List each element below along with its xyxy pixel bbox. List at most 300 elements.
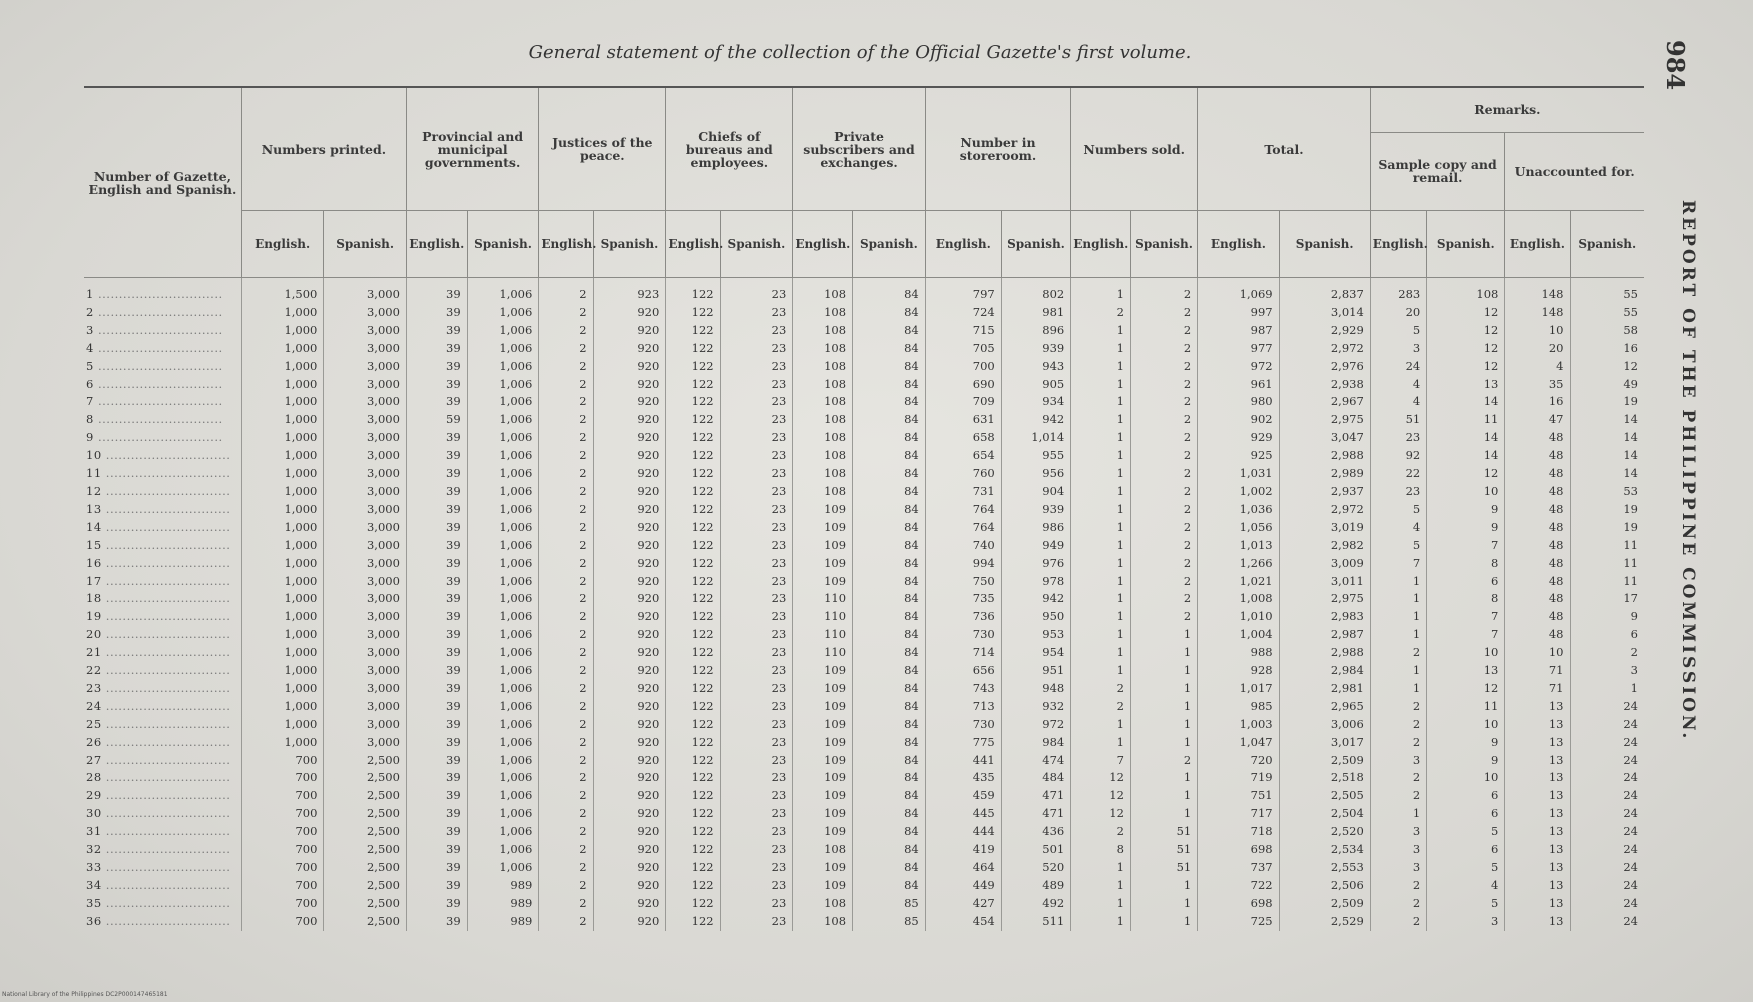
table-cell: 109 xyxy=(793,519,853,537)
table-cell: 1,000 xyxy=(241,411,324,429)
table-cell: 1,006 xyxy=(467,823,539,841)
table-cell: 7 xyxy=(1071,752,1131,770)
table-cell: 2 xyxy=(1130,465,1197,483)
table-cell: 736 xyxy=(925,608,1001,626)
table-cell: 3 xyxy=(1370,340,1426,358)
table-cell: 13 xyxy=(1505,913,1570,931)
table-cell: 920 xyxy=(593,895,666,913)
subheader-spanish: Spanish. xyxy=(1427,211,1505,278)
table-cell: 2 xyxy=(539,501,593,519)
table-cell: 48 xyxy=(1505,447,1570,465)
table-cell: 920 xyxy=(593,662,666,680)
table-cell: 2 xyxy=(539,340,593,358)
table-cell: 48 xyxy=(1505,483,1570,501)
table-cell: 2,975 xyxy=(1279,411,1370,429)
table-cell: 2,500 xyxy=(324,895,407,913)
table-cell: 20 xyxy=(1370,304,1426,322)
table-cell: 2,989 xyxy=(1279,465,1370,483)
table-cell: 2 xyxy=(539,805,593,823)
table-cell: 109 xyxy=(793,877,853,895)
table-cell: 84 xyxy=(853,590,926,608)
leader-dots: .............................. xyxy=(93,394,223,409)
table-cell: 1,006 xyxy=(467,411,539,429)
table-cell: 2,937 xyxy=(1279,483,1370,501)
table-cell: 1 xyxy=(1370,608,1426,626)
subheader-english: English. xyxy=(1071,211,1131,278)
table-cell: 24 xyxy=(1570,805,1644,823)
table-cell: 2 xyxy=(1130,752,1197,770)
table-cell: 122 xyxy=(666,698,720,716)
gazette-number-cell xyxy=(84,823,241,841)
table-cell: 24 xyxy=(1570,913,1644,931)
table-cell: 1 xyxy=(1130,805,1197,823)
gazette-number-cell xyxy=(84,411,241,429)
table-cell: 920 xyxy=(593,752,666,770)
table-cell: 109 xyxy=(793,823,853,841)
table-cell: 700 xyxy=(241,805,324,823)
gazette-number: 8 xyxy=(86,412,94,427)
table-cell: 19 xyxy=(1570,501,1644,519)
table-cell: 1,000 xyxy=(241,590,324,608)
table-cell: 454 xyxy=(925,913,1001,931)
table-cell: 48 xyxy=(1505,626,1570,644)
table-cell: 122 xyxy=(666,680,720,698)
gazette-number-cell xyxy=(84,805,241,823)
table-cell: 3,000 xyxy=(324,278,407,304)
table-cell: 122 xyxy=(666,716,720,734)
table-cell: 441 xyxy=(925,752,1001,770)
table-cell: 108 xyxy=(793,429,853,447)
table-cell: 2,534 xyxy=(1279,841,1370,859)
table-cell: 5 xyxy=(1427,895,1505,913)
table-cell: 1 xyxy=(1130,913,1197,931)
table-cell: 1,002 xyxy=(1198,483,1279,501)
table-cell: 108 xyxy=(793,913,853,931)
table-cell: 122 xyxy=(666,841,720,859)
leader-dots: .............................. xyxy=(101,609,231,624)
table-cell: 1,000 xyxy=(241,555,324,573)
gazette-number: 32 xyxy=(86,842,102,857)
table-cell: 2 xyxy=(539,411,593,429)
table-cell: 122 xyxy=(666,376,720,394)
table-cell: 1,006 xyxy=(467,519,539,537)
table-cell: 981 xyxy=(1001,304,1070,322)
table-cell: 2,553 xyxy=(1279,859,1370,877)
table-cell: 110 xyxy=(793,644,853,662)
table-cell: 1,036 xyxy=(1198,501,1279,519)
table-cell: 84 xyxy=(853,734,926,752)
table-row xyxy=(84,358,1644,376)
table-cell: 942 xyxy=(1001,590,1070,608)
table-cell: 1 xyxy=(1130,716,1197,734)
table-row xyxy=(84,752,1644,770)
table-cell: 13 xyxy=(1505,895,1570,913)
table-cell: 1 xyxy=(1071,913,1131,931)
table-cell: 2 xyxy=(539,680,593,698)
gazette-number-cell xyxy=(84,322,241,340)
table-cell: 12 xyxy=(1427,358,1505,376)
table-cell: 1 xyxy=(1130,787,1197,805)
subheader-english: English. xyxy=(793,211,853,278)
table-cell: 1,006 xyxy=(467,304,539,322)
table-cell: 904 xyxy=(1001,483,1070,501)
table-cell: 1 xyxy=(1130,626,1197,644)
table-cell: 84 xyxy=(853,787,926,805)
table-cell: 71 xyxy=(1505,662,1570,680)
table-cell: 84 xyxy=(853,447,926,465)
table-cell: 39 xyxy=(406,859,467,877)
table-cell: 1 xyxy=(1071,644,1131,662)
table-cell: 2 xyxy=(539,590,593,608)
table-cell: 2,500 xyxy=(324,877,407,895)
table-cell: 1,003 xyxy=(1198,716,1279,734)
table-cell: 3,000 xyxy=(324,537,407,555)
table-cell: 109 xyxy=(793,501,853,519)
table-cell: 71 xyxy=(1505,680,1570,698)
table-cell: 3,000 xyxy=(324,429,407,447)
gazette-number-cell xyxy=(84,895,241,913)
table-cell: 905 xyxy=(1001,376,1070,394)
subheader-english: English. xyxy=(539,211,593,278)
table-cell: 39 xyxy=(406,465,467,483)
table-row xyxy=(84,483,1644,501)
gazette-number-cell xyxy=(84,304,241,322)
subheader-spanish: Spanish. xyxy=(467,211,539,278)
table-row xyxy=(84,465,1644,483)
table-cell: 1 xyxy=(1130,644,1197,662)
table-cell: 2,500 xyxy=(324,805,407,823)
table-cell: 14 xyxy=(1427,447,1505,465)
table-cell: 84 xyxy=(853,304,926,322)
table-cell: 39 xyxy=(406,393,467,411)
gazette-number: 14 xyxy=(86,519,102,534)
table-cell: 109 xyxy=(793,537,853,555)
table-cell: 920 xyxy=(593,841,666,859)
table-cell: 1,006 xyxy=(467,608,539,626)
table-cell: 84 xyxy=(853,278,926,304)
table-cell: 19 xyxy=(1570,393,1644,411)
table-cell: 715 xyxy=(925,322,1001,340)
leader-dots: .............................. xyxy=(101,627,231,642)
table-cell: 3,000 xyxy=(324,411,407,429)
table-cell: 2,837 xyxy=(1279,278,1370,304)
table-cell: 1 xyxy=(1130,662,1197,680)
table-cell: 2 xyxy=(1130,573,1197,591)
table-cell: 1,000 xyxy=(241,465,324,483)
page-number: 984 xyxy=(1661,40,1690,91)
table-cell: 24 xyxy=(1570,734,1644,752)
leader-dots: .............................. xyxy=(93,340,223,355)
gazette-number: 4 xyxy=(86,340,94,355)
table-cell: 23 xyxy=(720,393,793,411)
table-cell: 84 xyxy=(853,465,926,483)
table-cell: 920 xyxy=(593,537,666,555)
table-cell: 985 xyxy=(1198,698,1279,716)
table-cell: 23 xyxy=(720,590,793,608)
table-cell: 2,929 xyxy=(1279,322,1370,340)
table-cell: 2,509 xyxy=(1279,752,1370,770)
table-cell: 110 xyxy=(793,608,853,626)
table-cell: 2 xyxy=(539,429,593,447)
table-cell: 12 xyxy=(1427,322,1505,340)
table-cell: 10 xyxy=(1505,322,1570,340)
table-cell: 920 xyxy=(593,680,666,698)
table-cell: 2 xyxy=(1130,447,1197,465)
header-sample-copy: Sample copy and remail. xyxy=(1370,132,1505,210)
table-cell: 1 xyxy=(1071,573,1131,591)
table-cell: 39 xyxy=(406,913,467,931)
table-cell: 39 xyxy=(406,304,467,322)
table-cell: 1,006 xyxy=(467,340,539,358)
subheader-spanish: Spanish. xyxy=(1130,211,1197,278)
table-cell: 1 xyxy=(1130,877,1197,895)
table-cell: 1,056 xyxy=(1198,519,1279,537)
table-cell: 489 xyxy=(1001,877,1070,895)
table-row xyxy=(84,393,1644,411)
table-cell: 464 xyxy=(925,859,1001,877)
table-cell: 3,000 xyxy=(324,716,407,734)
table-cell: 2 xyxy=(539,537,593,555)
table-cell: 511 xyxy=(1001,913,1070,931)
table-row xyxy=(84,447,1644,465)
table-cell: 23 xyxy=(720,501,793,519)
table-row xyxy=(84,698,1644,716)
table-cell: 1,006 xyxy=(467,662,539,680)
leader-dots: .............................. xyxy=(101,537,231,552)
gazette-number: 12 xyxy=(86,483,102,498)
table-cell: 51 xyxy=(1130,823,1197,841)
table-cell: 2 xyxy=(1130,590,1197,608)
table-cell: 14 xyxy=(1427,393,1505,411)
table-cell: 108 xyxy=(1427,278,1505,304)
table-cell: 9 xyxy=(1427,734,1505,752)
table-cell: 750 xyxy=(925,573,1001,591)
table-cell: 2,987 xyxy=(1279,626,1370,644)
table-cell: 23 xyxy=(720,913,793,931)
table-cell: 427 xyxy=(925,895,1001,913)
table-cell: 48 xyxy=(1505,590,1570,608)
table-cell: 1,000 xyxy=(241,376,324,394)
table-cell: 2 xyxy=(539,376,593,394)
table-cell: 122 xyxy=(666,644,720,662)
table-cell: 110 xyxy=(793,626,853,644)
table-cell: 920 xyxy=(593,787,666,805)
table-cell: 55 xyxy=(1570,278,1644,304)
table-cell: 3 xyxy=(1570,662,1644,680)
table-cell: 989 xyxy=(467,913,539,931)
gazette-number: 11 xyxy=(86,466,102,481)
table-cell: 84 xyxy=(853,322,926,340)
table-cell: 39 xyxy=(406,644,467,662)
table-cell: 10 xyxy=(1427,644,1505,662)
table-row xyxy=(84,787,1644,805)
table-cell: 445 xyxy=(925,805,1001,823)
table-cell: 23 xyxy=(720,752,793,770)
table-row xyxy=(84,644,1644,662)
gazette-number: 30 xyxy=(86,806,102,821)
table-cell: 84 xyxy=(853,483,926,501)
table-cell: 84 xyxy=(853,680,926,698)
gazette-number: 15 xyxy=(86,537,102,552)
table-cell: 6 xyxy=(1427,805,1505,823)
table-cell: 1,069 xyxy=(1198,278,1279,304)
table-cell: 24 xyxy=(1570,716,1644,734)
table-cell: 1 xyxy=(1071,555,1131,573)
table-cell: 976 xyxy=(1001,555,1070,573)
table-cell: 797 xyxy=(925,278,1001,304)
table-cell: 84 xyxy=(853,841,926,859)
table-cell: 1 xyxy=(1071,537,1131,555)
gazette-number-cell xyxy=(84,358,241,376)
subheader-english: English. xyxy=(406,211,467,278)
gazette-number: 28 xyxy=(86,770,102,785)
leader-dots: .............................. xyxy=(93,358,223,373)
table-cell: 48 xyxy=(1505,465,1570,483)
table-cell: 690 xyxy=(925,376,1001,394)
table-cell: 1 xyxy=(1071,734,1131,752)
table-cell: 122 xyxy=(666,590,720,608)
table-cell: 3,000 xyxy=(324,555,407,573)
table-cell: 1,006 xyxy=(467,805,539,823)
table-cell: 4 xyxy=(1370,519,1426,537)
table-cell: 109 xyxy=(793,662,853,680)
leader-dots: .............................. xyxy=(93,287,223,301)
table-cell: 2,506 xyxy=(1279,877,1370,895)
gazette-number-cell xyxy=(84,769,241,787)
table-cell: 23 xyxy=(720,626,793,644)
table-cell: 23 xyxy=(720,608,793,626)
table-cell: 14 xyxy=(1570,429,1644,447)
table-row xyxy=(84,519,1644,537)
gazette-number: 7 xyxy=(86,394,94,409)
table-cell: 1,021 xyxy=(1198,573,1279,591)
table-cell: 920 xyxy=(593,734,666,752)
table-cell: 39 xyxy=(406,537,467,555)
table-cell: 122 xyxy=(666,805,720,823)
table-cell: 920 xyxy=(593,644,666,662)
table-cell: 39 xyxy=(406,769,467,787)
table-cell: 14 xyxy=(1570,411,1644,429)
table-cell: 24 xyxy=(1570,823,1644,841)
table-cell: 3,000 xyxy=(324,662,407,680)
table-cell: 39 xyxy=(406,590,467,608)
table-cell: 22 xyxy=(1370,465,1426,483)
gazette-number: 13 xyxy=(86,501,102,516)
table-cell: 13 xyxy=(1505,805,1570,823)
table-cell: 23 xyxy=(720,769,793,787)
table-cell: 39 xyxy=(406,680,467,698)
table-cell: 3,000 xyxy=(324,501,407,519)
table-row xyxy=(84,608,1644,626)
table-cell: 122 xyxy=(666,823,720,841)
leader-dots: .............................. xyxy=(101,645,231,660)
header-total: Total. xyxy=(1198,87,1371,211)
table-cell: 84 xyxy=(853,376,926,394)
table-cell: 84 xyxy=(853,429,926,447)
table-cell: 953 xyxy=(1001,626,1070,644)
gazette-number-cell xyxy=(84,483,241,501)
table-cell: 3,009 xyxy=(1279,555,1370,573)
table-row xyxy=(84,501,1644,519)
table-cell: 2 xyxy=(1130,304,1197,322)
leader-dots: .............................. xyxy=(101,555,231,570)
table-row xyxy=(84,376,1644,394)
gazette-number-cell xyxy=(84,913,241,931)
table-row xyxy=(84,626,1644,644)
table-cell: 1,006 xyxy=(467,734,539,752)
table-cell: 700 xyxy=(241,895,324,913)
table-cell: 764 xyxy=(925,501,1001,519)
gazette-number: 23 xyxy=(86,680,102,695)
table-cell: 3 xyxy=(1427,913,1505,931)
table-cell: 2,500 xyxy=(324,787,407,805)
table-cell: 722 xyxy=(1198,877,1279,895)
gazette-number: 10 xyxy=(86,448,102,463)
table-cell: 1 xyxy=(1071,376,1131,394)
table-cell: 3,047 xyxy=(1279,429,1370,447)
leader-dots: .............................. xyxy=(101,788,231,803)
table-cell: 724 xyxy=(925,304,1001,322)
gazette-number-cell xyxy=(84,608,241,626)
table-cell: 932 xyxy=(1001,698,1070,716)
table-cell: 109 xyxy=(793,555,853,573)
gazette-number-cell xyxy=(84,734,241,752)
table-cell: 2 xyxy=(539,698,593,716)
table-cell: 492 xyxy=(1001,895,1070,913)
table-cell: 122 xyxy=(666,322,720,340)
table-cell: 39 xyxy=(406,823,467,841)
table-cell: 39 xyxy=(406,429,467,447)
table-cell: 737 xyxy=(1198,859,1279,877)
subheader-english: English. xyxy=(1198,211,1279,278)
table-cell: 1 xyxy=(1130,698,1197,716)
table-cell: 12 xyxy=(1427,304,1505,322)
table-cell: 24 xyxy=(1570,769,1644,787)
table-cell: 108 xyxy=(793,483,853,501)
table-cell: 1,006 xyxy=(467,859,539,877)
table-cell: 3,014 xyxy=(1279,304,1370,322)
subheader-spanish: Spanish. xyxy=(1570,211,1644,278)
table-cell: 283 xyxy=(1370,278,1426,304)
table-cell: 122 xyxy=(666,608,720,626)
table-cell: 1,006 xyxy=(467,393,539,411)
table-cell: 2 xyxy=(1130,537,1197,555)
table-cell: 2 xyxy=(539,322,593,340)
table-cell: 23 xyxy=(720,698,793,716)
gazette-number: 19 xyxy=(86,609,102,624)
table-cell: 3,000 xyxy=(324,644,407,662)
gazette-number-cell xyxy=(84,841,241,859)
table-cell: 980 xyxy=(1198,393,1279,411)
leader-dots: .............................. xyxy=(101,806,231,821)
table-cell: 1,006 xyxy=(467,573,539,591)
table-cell: 720 xyxy=(1198,752,1279,770)
table-cell: 84 xyxy=(853,537,926,555)
table-cell: 984 xyxy=(1001,734,1070,752)
table-cell: 1 xyxy=(1130,895,1197,913)
table-cell: 764 xyxy=(925,519,1001,537)
table-cell: 1,008 xyxy=(1198,590,1279,608)
table-cell: 700 xyxy=(241,769,324,787)
table-cell: 23 xyxy=(720,680,793,698)
table-cell: 471 xyxy=(1001,805,1070,823)
table-cell: 474 xyxy=(1001,752,1070,770)
table-cell: 13 xyxy=(1505,752,1570,770)
table-cell: 2 xyxy=(1130,358,1197,376)
table-cell: 2 xyxy=(1130,608,1197,626)
table-cell: 84 xyxy=(853,859,926,877)
table-cell: 1 xyxy=(1071,429,1131,447)
